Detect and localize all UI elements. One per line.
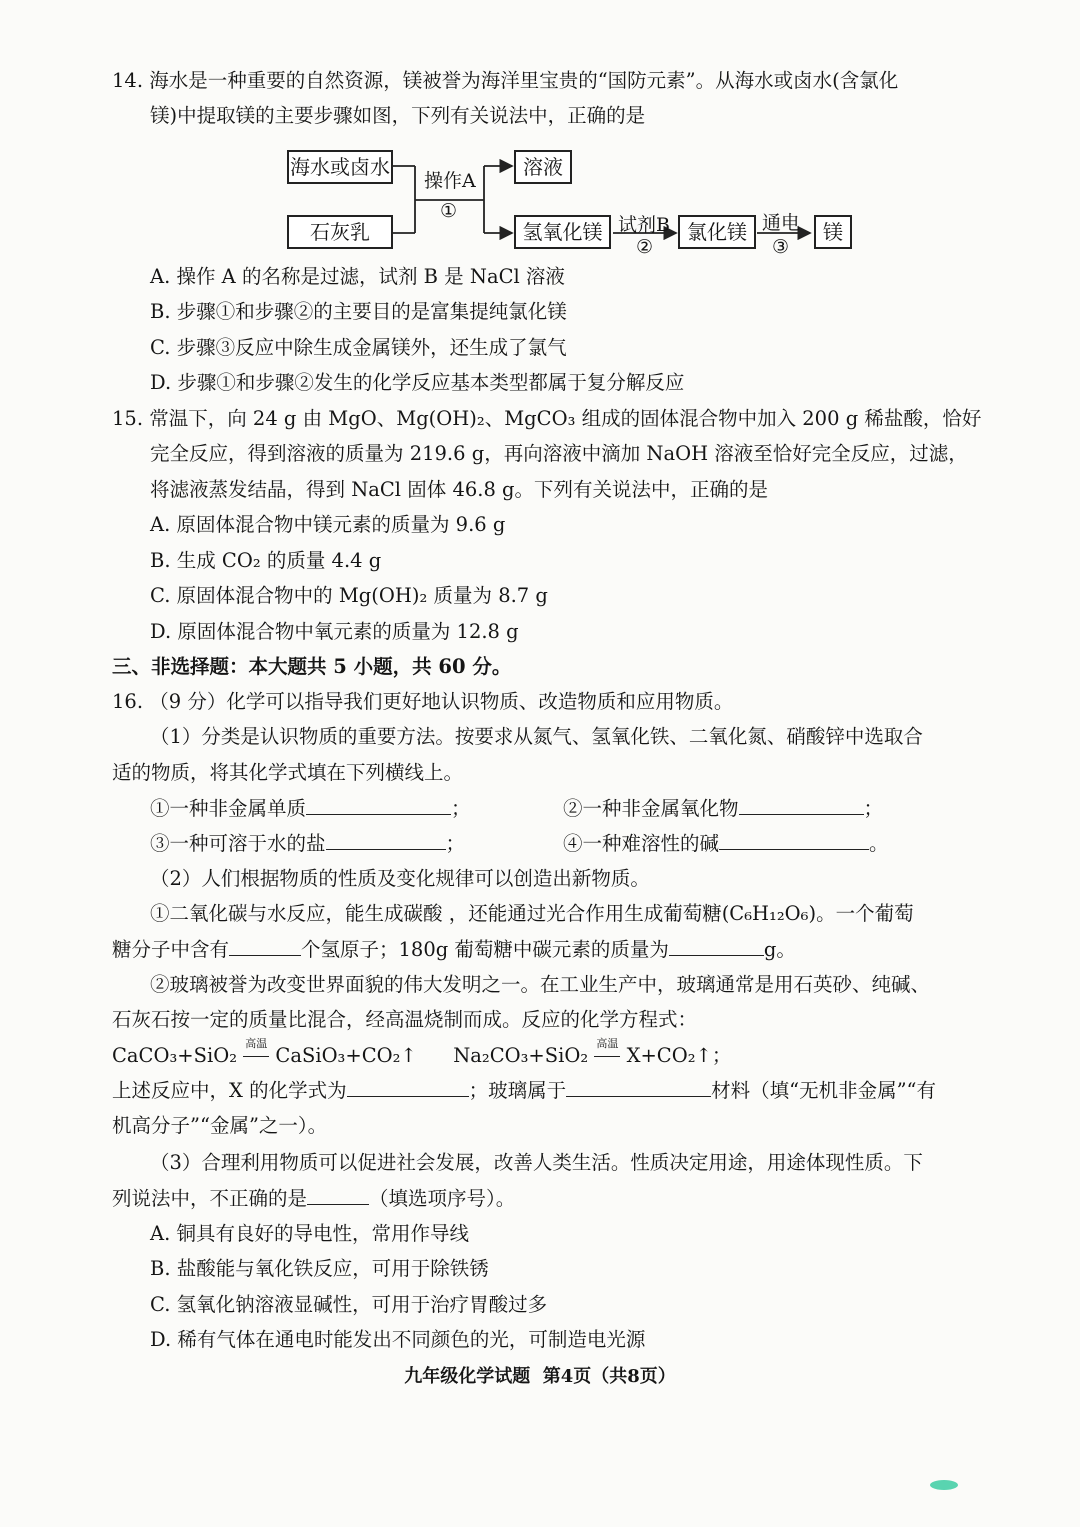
label-electrolysis: 通电 bbox=[762, 212, 801, 234]
answer-blank-h-atoms[interactable] bbox=[229, 937, 301, 956]
q16-part2-1-line1: ①二氧化碳与水反应，能生成碳酸 ，还能通过光合作用生成葡萄糖(C₆H₁₂O₆)。一个葡萄 bbox=[150, 902, 914, 925]
q14-option-b: B. 步骤①和步骤②的主要目的是富集提纯氯化镁 bbox=[150, 300, 567, 323]
q16-option-d: D. 稀有气体在通电时能发出不同颜色的光，可制造电光源 bbox=[150, 1328, 646, 1351]
q16-item4: ④一种难溶性的碱 。 bbox=[563, 832, 889, 855]
q16-item3: ③一种可溶于水的盐 ； bbox=[150, 832, 466, 855]
q16-item1: ①一种非金属单质 ； bbox=[150, 797, 471, 820]
q16-option-b: B. 盐酸能与氧化铁反应，可用于除铁锈 bbox=[150, 1257, 489, 1280]
q16-option-c: C. 氢氧化钠溶液显碱性，可用于治疗胃酸过多 bbox=[150, 1293, 548, 1316]
q16-part2-2-line2: 石灰石按一定的质量比混合，经高温烧制而成。反应的化学方程式： bbox=[112, 1008, 698, 1031]
q16-part2-1-line2: 糖分子中含有 个氢原子；180g 葡萄糖中碳元素的质量为 g。 bbox=[112, 938, 796, 961]
q15-stem-line3: 将滤液蒸发结晶，得到 NaCl 固体 46.8 g。下列有关说法中，正确的是 bbox=[150, 478, 769, 501]
q14-option-d: D. 步骤①和步骤②发生的化学反应基本类型都属于复分解反应 bbox=[150, 371, 685, 394]
section-heading: 三、非选择题：本大题共 5 小题，共 60 分。 bbox=[112, 655, 512, 678]
q15-option-c: C. 原固体混合物中的 Mg(OH)₂ 质量为 8.7 g bbox=[150, 584, 548, 607]
answer-blank-x-formula[interactable] bbox=[347, 1078, 469, 1097]
answer-blank-2[interactable] bbox=[739, 796, 864, 815]
q16-item2: ②一种非金属氧化物 ； bbox=[563, 797, 884, 820]
step3-marker: ③ bbox=[772, 236, 790, 258]
box-magnesium: 镁 bbox=[814, 215, 852, 249]
q16-part2-2-line5: 机高分子”“金属”之一）。 bbox=[112, 1114, 328, 1137]
q14-stem-line2: 镁)中提取镁的主要步骤如图，下列有关说法中，正确的是 bbox=[150, 104, 646, 127]
condition-high-temp-1: 高温 bbox=[243, 1043, 269, 1069]
q16-part3-line2: 列说法中，不正确的是 （填选项序号）。 bbox=[112, 1187, 516, 1210]
equation-line bbox=[112, 1037, 732, 1069]
answer-blank-carbon-mass[interactable] bbox=[669, 937, 764, 956]
box-lime: 石灰乳 bbox=[287, 215, 393, 249]
q14-stem-line1: 14. 海水是一种重要的自然资源，镁被誉为海洋里宝贵的“国防元素”。从海水或卤水(含氯化 bbox=[112, 69, 899, 92]
q14-option-c: C. 步骤③反应中除生成金属镁外，还生成了氯气 bbox=[150, 336, 567, 359]
q16-part2-2-line1: ②玻璃被誉为改变世界面貌的伟大发明之一。在工业生产中，玻璃通常是用石英砂、纯碱、 bbox=[150, 973, 931, 996]
equation-1: CaCO₃+SiO₂ 高温 CaSiO₃+CO₂↑ bbox=[112, 1037, 417, 1067]
equation-2: Na₂CO₃+SiO₂ 高温 X+CO₂↑； bbox=[453, 1037, 732, 1067]
box-seawater: 海水或卤水 bbox=[287, 150, 393, 184]
q15-option-a: A. 原固体混合物中镁元素的质量为 9.6 g bbox=[150, 513, 506, 536]
step1-marker: ① bbox=[440, 200, 458, 222]
page-footer: 九年级化学试题 第4页（共8页） bbox=[404, 1366, 676, 1387]
q16-part3-line1: （3）合理利用物质可以促进社会发展，改善人类生活。性质决定用途，用途体现性质。下 bbox=[150, 1151, 923, 1174]
q16-part1-line1: （1）分类是认识物质的重要方法。按要求从氮气、氢氧化铁、二氧化氮、硝酸锌中选取合 bbox=[150, 725, 923, 748]
condition-high-temp-2: 高温 bbox=[594, 1043, 620, 1069]
q15-option-d: D. 原固体混合物中氧元素的质量为 12.8 g bbox=[150, 620, 519, 643]
box-mg-chloride: 氯化镁 bbox=[678, 215, 756, 249]
answer-blank-incorrect-option[interactable] bbox=[307, 1186, 369, 1205]
q16-option-a: A. 铜具有良好的导电性，常用作导线 bbox=[150, 1222, 469, 1245]
scanner-mark bbox=[930, 1480, 958, 1490]
q16-part2-2-line4: 上述反应中，X 的化学式为 ；玻璃属于 材料（填“无机非金属”“有 bbox=[112, 1079, 937, 1102]
step2-marker: ② bbox=[636, 236, 654, 258]
answer-blank-3[interactable] bbox=[326, 831, 446, 850]
label-reagent-b: 试剂B bbox=[618, 214, 670, 236]
answer-blank-material[interactable] bbox=[566, 1078, 711, 1097]
box-solution: 溶液 bbox=[514, 150, 572, 184]
q16-part1-line2: 适的物质，将其化学式填在下列横线上。 bbox=[112, 761, 464, 784]
label-operation-a: 操作A bbox=[424, 170, 476, 192]
q15-stem-line1: 15. 常温下，向 24 g 由 MgO、Mg(OH)₂、MgCO₃ 组成的固体混合物中加入 200 g 稀盐酸，恰好 bbox=[112, 407, 982, 430]
q16-intro: 16. （9 分）化学可以指导我们更好地认识物质、改造物质和应用物质。 bbox=[112, 690, 734, 713]
q14-option-a: A. 操作 A 的名称是过滤，试剂 B 是 NaCl 溶液 bbox=[150, 265, 565, 288]
q15-stem-line2: 完全反应，得到溶液的质量为 219.6 g，再向溶液中滴加 NaOH 溶液至恰好完全反应，过滤， bbox=[150, 442, 968, 465]
answer-blank-4[interactable] bbox=[719, 831, 869, 850]
q16-part2-title: （2）人们根据物质的性质及变化规律可以创造出新物质。 bbox=[150, 867, 650, 890]
box-mg-hydroxide: 氢氧化镁 bbox=[514, 215, 611, 249]
answer-blank-1[interactable] bbox=[306, 796, 451, 815]
q15-option-b: B. 生成 CO₂ 的质量 4.4 g bbox=[150, 549, 382, 572]
